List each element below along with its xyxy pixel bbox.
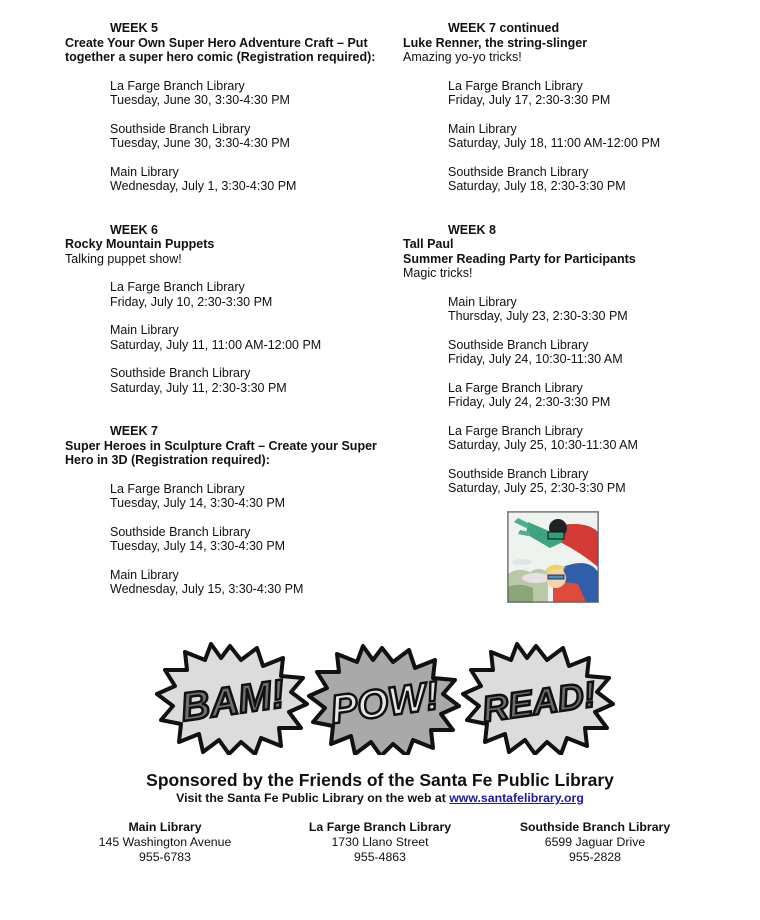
branch-la-farge [280, 820, 480, 864]
session-location: La Farge Branch Library [110, 78, 245, 93]
session-time: Tuesday, June 30, 3:30-4:30 PM [110, 136, 290, 150]
session-location: La Farge Branch Library [448, 423, 583, 438]
session-time: Tuesday, July 14, 3:30-4:30 PM [110, 496, 286, 510]
session-list [65, 280, 385, 395]
session-time: Friday, July 17, 2:30-3:30 PM [448, 93, 611, 107]
session-time: Saturday, July 18, 2:30-3:30 PM [448, 179, 626, 193]
session-item [448, 295, 703, 324]
week-label: WEEK 7 [110, 424, 158, 438]
program-subtitle: Summer Reading Party for Participants [403, 251, 636, 266]
svg-text:READ!: READ! [479, 673, 599, 730]
branch-phone: 955-2828 [569, 849, 621, 864]
week-7-section [65, 424, 385, 597]
session-location: La Farge Branch Library [110, 280, 245, 294]
session-location: Southside Branch Library [110, 366, 251, 380]
burst-pow [309, 646, 459, 755]
session-time: Saturday, July 18, 11:00 AM-12:00 PM [448, 136, 661, 150]
session-list [65, 79, 385, 194]
website-link[interactable]: www.santafelibrary.org [449, 791, 584, 805]
session-time: Friday, July 24, 10:30-11:30 AM [448, 352, 623, 366]
program-title: Tall Paul [403, 237, 454, 251]
session-item [448, 381, 703, 410]
session-time: Saturday, July 11, 2:30-3:30 PM [110, 380, 287, 395]
week-label: WEEK 8 [448, 222, 496, 237]
program-title: Create Your Own Super Hero Adventure Craft – Put together a super hero comic (Registration required): [65, 35, 376, 64]
session-location: Southside Branch Library [448, 466, 589, 481]
superheroes-illustration [507, 511, 599, 603]
session-location: Main Library [110, 567, 179, 582]
session-time: Wednesday, July 1, 3:30-4:30 PM [110, 179, 297, 193]
program-title: Luke Renner, the string-slinger [403, 35, 588, 50]
week-7-continued-section [403, 21, 703, 194]
session-time: Saturday, July 25, 10:30-11:30 AM [448, 438, 638, 452]
session-list [403, 295, 703, 496]
sponsor-line: Sponsored by the Friends of the Santa Fe Public Library [146, 770, 614, 790]
week-label: WEEK 5 [110, 21, 158, 35]
session-time: Saturday, July 25, 2:30-3:30 PM [448, 481, 626, 495]
session-item [110, 122, 385, 151]
branch-address: 145 Washington Avenue [98, 834, 232, 849]
branch-name: La Farge Branch Library [308, 820, 452, 834]
session-item [448, 467, 703, 496]
session-item [448, 424, 703, 453]
session-item [448, 79, 703, 108]
week-label: WEEK 7 continued [448, 21, 560, 35]
session-item [448, 165, 703, 194]
branch-name: Southside Branch Library [519, 820, 671, 834]
branch-address: 1730 Llano Street [331, 834, 429, 849]
session-location: Main Library [448, 294, 517, 309]
burst-read [463, 644, 613, 754]
session-location: Main Library [110, 323, 179, 337]
week-6-section [65, 223, 385, 396]
branch-main-library [65, 820, 265, 864]
session-item [110, 568, 385, 597]
superheroes-flying-icon [508, 512, 598, 602]
program-description: Talking puppet show! [65, 251, 182, 266]
branch-phone: 955-6783 [139, 849, 191, 864]
session-location: Southside Branch Library [448, 164, 589, 179]
session-item [448, 338, 703, 367]
session-item [110, 79, 385, 108]
week-8-section [403, 223, 703, 496]
svg-text:BAM!: BAM! [178, 671, 288, 731]
left-column [65, 21, 385, 625]
session-location: Main Library [448, 121, 517, 136]
session-time: Thursday, July 23, 2:30-3:30 PM [448, 309, 628, 323]
session-item [448, 122, 703, 151]
right-column [403, 21, 703, 524]
session-time: Friday, July 24, 2:30-3:30 PM [448, 395, 611, 409]
program-title: Rocky Mountain Puppets [65, 237, 215, 251]
session-list [403, 79, 703, 194]
session-location: Southside Branch Library [448, 337, 589, 352]
session-item [110, 280, 385, 309]
session-location: Southside Branch Library [110, 524, 251, 539]
session-location: Southside Branch Library [110, 121, 251, 136]
session-item [110, 323, 385, 352]
session-time: Tuesday, July 14, 3:30-4:30 PM [110, 539, 286, 553]
session-time: Friday, July 10, 2:30-3:30 PM [110, 294, 273, 309]
branch-phone: 955-4863 [354, 849, 406, 864]
session-item [110, 525, 385, 554]
session-location: La Farge Branch Library [448, 380, 583, 395]
session-location: La Farge Branch Library [110, 481, 245, 496]
session-location: Main Library [110, 164, 179, 179]
program-description: Amazing yo-yo tricks! [403, 50, 522, 64]
burst-bam [157, 644, 307, 754]
session-item [110, 366, 385, 395]
visit-line [0, 791, 760, 805]
comic-bursts [155, 640, 615, 755]
week-label: WEEK 6 [110, 222, 158, 237]
branch-address: 6599 Jaguar Drive [544, 834, 646, 849]
visit-prefix: Visit the Santa Fe Public Library on the web at [176, 791, 450, 805]
branch-name: Main Library [128, 820, 202, 834]
session-location: La Farge Branch Library [448, 78, 583, 93]
session-time: Wednesday, July 15, 3:30-4:30 PM [110, 582, 304, 596]
program-title: Super Heroes in Sculpture Craft – Create your Super Hero in 3D (Registration required): [65, 438, 377, 467]
comic-burst-graphics [155, 640, 615, 755]
session-item [110, 482, 385, 511]
week-5-section [65, 21, 385, 194]
session-list [65, 482, 385, 597]
branch-southside [495, 820, 695, 864]
session-time: Tuesday, June 30, 3:30-4:30 PM [110, 93, 290, 107]
program-description: Magic tricks! [403, 266, 473, 280]
svg-text:POW!: POW! [327, 673, 442, 733]
session-item [110, 165, 385, 194]
session-time: Saturday, July 11, 11:00 AM-12:00 PM [110, 337, 322, 352]
